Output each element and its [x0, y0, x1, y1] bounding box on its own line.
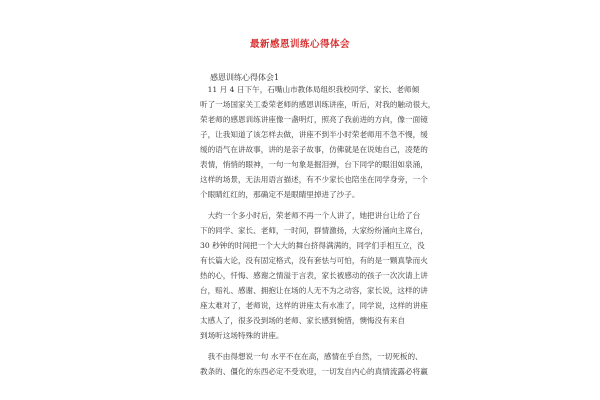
page-title: 最新感恩训练心得体会: [249, 39, 350, 50]
paragraph-line: 这样的场景，无法用语言描述，有不少家长也陪坐在同学身旁，一个: [200, 175, 428, 184]
paragraph: [200, 349, 442, 379]
paragraph-line: 座太难对了，老师说，这样的讲座太有水准了，同学说，这样的讲座: [200, 301, 428, 310]
paragraph-line: 教条的、僵化的东西必定不受欢迎，一切发自内心的真情流露必将赢: [200, 367, 428, 376]
paragraph-line: 热的心，忏悔、感谢之情溢于言表，家长被感动的孩子一次次请上讲: [200, 271, 428, 280]
section-heading: 感恩训练心得体会1: [210, 73, 280, 82]
paragraph-line: 下的同学、家长、老师，一时间，群情激扬，大家纷纷涌向主席台，: [200, 226, 428, 235]
document-body: [200, 82, 442, 379]
paragraph: [200, 208, 442, 343]
paragraph: [200, 82, 442, 202]
paragraph-line: 荣老师的感恩训练讲座像一盏明灯，照亮了我前进的方向，像一面镜: [200, 115, 428, 124]
paragraph-line: 表情，悄悄的眼神，一句一句象是掘泪弹，台下同学的眼泪如泉涌，: [200, 160, 428, 169]
paragraph-line: 有长篇大论，没有固定格式，没有套怯与可怕，有的是一颗真挚而火: [200, 256, 428, 265]
paragraph-line: 听了一场国家关工委荣老师的感恩训练讲座，听后，对我的触动很大，: [200, 100, 436, 109]
paragraph-line: 11 月 4 日下午，石嘴山市教体局组织我校同学、家长、老师倾: [200, 85, 420, 94]
paragraph-line: 30 秒钟的时间把一个大大的舞台挤得满满的，同学们手相互立，没: [200, 241, 425, 250]
paragraph-line: 太感人了，很多没到场的老师、家长感到惋惜，懊悔没有来自: [200, 316, 406, 325]
paragraph-line: 缓的语气在讲故事，讲的是亲子故事，仿佛就是在说她自己，凌楚的: [200, 145, 428, 154]
paragraph-line: 子，让我知道了该怎样去做，讲座不到半小时荣老师用不急不慢，缓: [200, 130, 428, 139]
paragraph-line: 到场听这场特殊的讲座。: [200, 331, 284, 340]
paragraph-line: 台，赔礼、感谢、拥抱让在场的人无不为之动容，家长说，这样的讲: [200, 286, 428, 295]
paragraph-line: 大约一个多小时后，荣老师不再一个人讲了，她把讲台让给了台: [200, 211, 421, 220]
paragraph-line: 个眼睛红红的，那确定不是眼睛里掉进了沙子。: [200, 190, 360, 199]
paragraph-line: 我不由得想说一句 水平不在在高，感情在乎自然，一切死板的、: [200, 352, 423, 361]
